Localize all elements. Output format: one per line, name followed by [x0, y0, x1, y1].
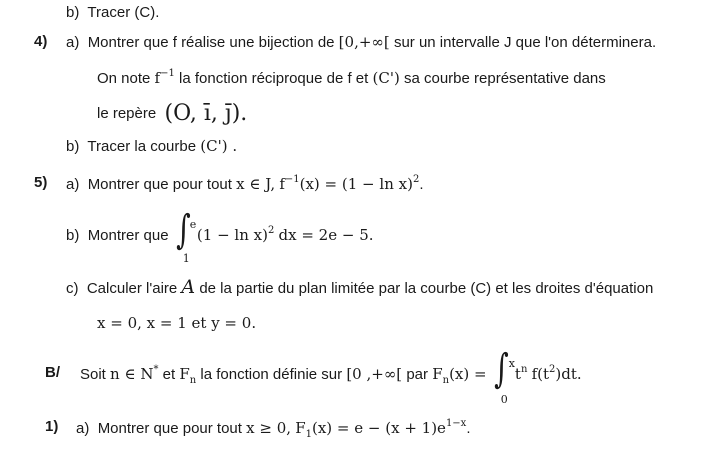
integral-sign-icon: ∫: [493, 346, 509, 392]
F-symbol: F: [179, 365, 190, 383]
F-subscript: n: [189, 375, 197, 386]
item-label: b): [66, 227, 80, 244]
integrand-t-exponent: n: [520, 364, 528, 375]
Fdef-symbol: F: [432, 365, 443, 383]
part-B: B/: [45, 364, 60, 381]
integrand: (1 − ln x): [196, 226, 268, 244]
integral-rest: dx = 2e − 5.: [278, 226, 374, 244]
integrand-end: )dt.: [555, 365, 582, 383]
item-text: Montrer que pour tout: [97, 420, 242, 437]
curve-label: (C'): [372, 69, 400, 87]
item-text-3: la fonction définie sur: [200, 366, 343, 383]
item-2: [97, 68, 606, 87]
item-text-2: de la partie du plan limitée par la courbe (C) et les droites d'équation: [199, 280, 654, 297]
F1-symbol: F: [295, 419, 306, 437]
item-7: [66, 276, 653, 298]
lhs-exponent: −1: [284, 174, 300, 185]
frame: (O, ī, j̄).: [164, 101, 248, 126]
lhs-argument: (x) = (1 − ln x): [299, 175, 413, 193]
domain: [0 ,+∞[: [346, 365, 403, 383]
rhs-exponent: 2: [412, 174, 420, 185]
item-text: Tracer la courbe: [87, 138, 197, 155]
curve-label: (C') .: [200, 137, 238, 155]
item-8: [97, 314, 256, 332]
integral-lower: 1: [182, 252, 190, 265]
Fdef-subscript: n: [442, 375, 450, 386]
boundary-equations: x = 0, x = 1 et y = 0.: [97, 314, 257, 332]
item-text-2: la fonction réciproque de f et: [179, 70, 369, 87]
lhs-f: f: [279, 175, 285, 193]
item-text-2: sur un intervalle J que l'on déterminera.: [393, 34, 657, 51]
f-inverse: f: [154, 69, 161, 87]
integrand-t: t: [514, 365, 521, 383]
integrand-exponent: 2: [267, 225, 275, 236]
integral-2-upper: x: [508, 357, 515, 370]
item-5: [66, 174, 423, 193]
condition: x ≥ 0,: [246, 419, 292, 437]
item-label: a): [66, 34, 80, 51]
item-label: a): [66, 176, 80, 193]
n-condition: n ∈ N: [110, 365, 154, 383]
F1-exponent: 1−x: [445, 418, 467, 429]
item-text: Calculer l'aire: [86, 280, 178, 297]
item-text-2: et: [162, 366, 176, 383]
item-text-3: sa courbe représentative dans: [403, 70, 606, 87]
item-9: [80, 346, 582, 406]
item-text: Montrer que pour tout: [87, 176, 232, 193]
integral-sign-icon: ∫: [175, 207, 191, 253]
integrand-arg: (t: [537, 365, 550, 383]
integrand-f: f: [531, 365, 538, 383]
item-4: [66, 137, 237, 155]
area-symbol: A: [181, 276, 196, 298]
item-6: [66, 207, 374, 265]
F1-rhs: (x) = e − (x + 1)e: [311, 419, 446, 437]
end-dot: .: [466, 420, 471, 437]
item-text: Montrer que: [87, 227, 169, 244]
item-10: [76, 418, 471, 440]
F1-subscript: 1: [305, 429, 312, 440]
item-text: Tracer (C).: [87, 4, 160, 21]
integrand-arg-exponent: 2: [549, 364, 556, 375]
integral-2-lower: 0: [500, 393, 508, 406]
item-1: [66, 33, 656, 51]
item-label: b): [66, 138, 80, 155]
interval: [0,+∞[: [338, 33, 390, 51]
item-label: c): [66, 280, 79, 297]
item-text: On note: [97, 70, 151, 87]
n-star: *: [153, 364, 159, 375]
item-0: [66, 4, 159, 21]
integral-upper: e: [189, 218, 197, 231]
end-dot: .: [419, 176, 424, 193]
item-label: a): [76, 420, 90, 437]
item-3: [97, 101, 247, 126]
item-text: Montrer que f réalise une bijection de: [87, 34, 335, 51]
question-number-4: 4): [34, 33, 48, 50]
question-number-5: 5): [34, 174, 48, 191]
question-number-1: 1): [45, 418, 59, 435]
item-text-4: par: [406, 366, 429, 383]
condition: x ∈ J,: [236, 175, 276, 193]
item-text: le repère: [97, 105, 157, 122]
item-label: b): [66, 4, 80, 21]
item-text: Soit: [80, 366, 106, 383]
Fdef-argument: (x) =: [449, 365, 487, 383]
f-inverse-exponent: −1: [160, 68, 175, 79]
